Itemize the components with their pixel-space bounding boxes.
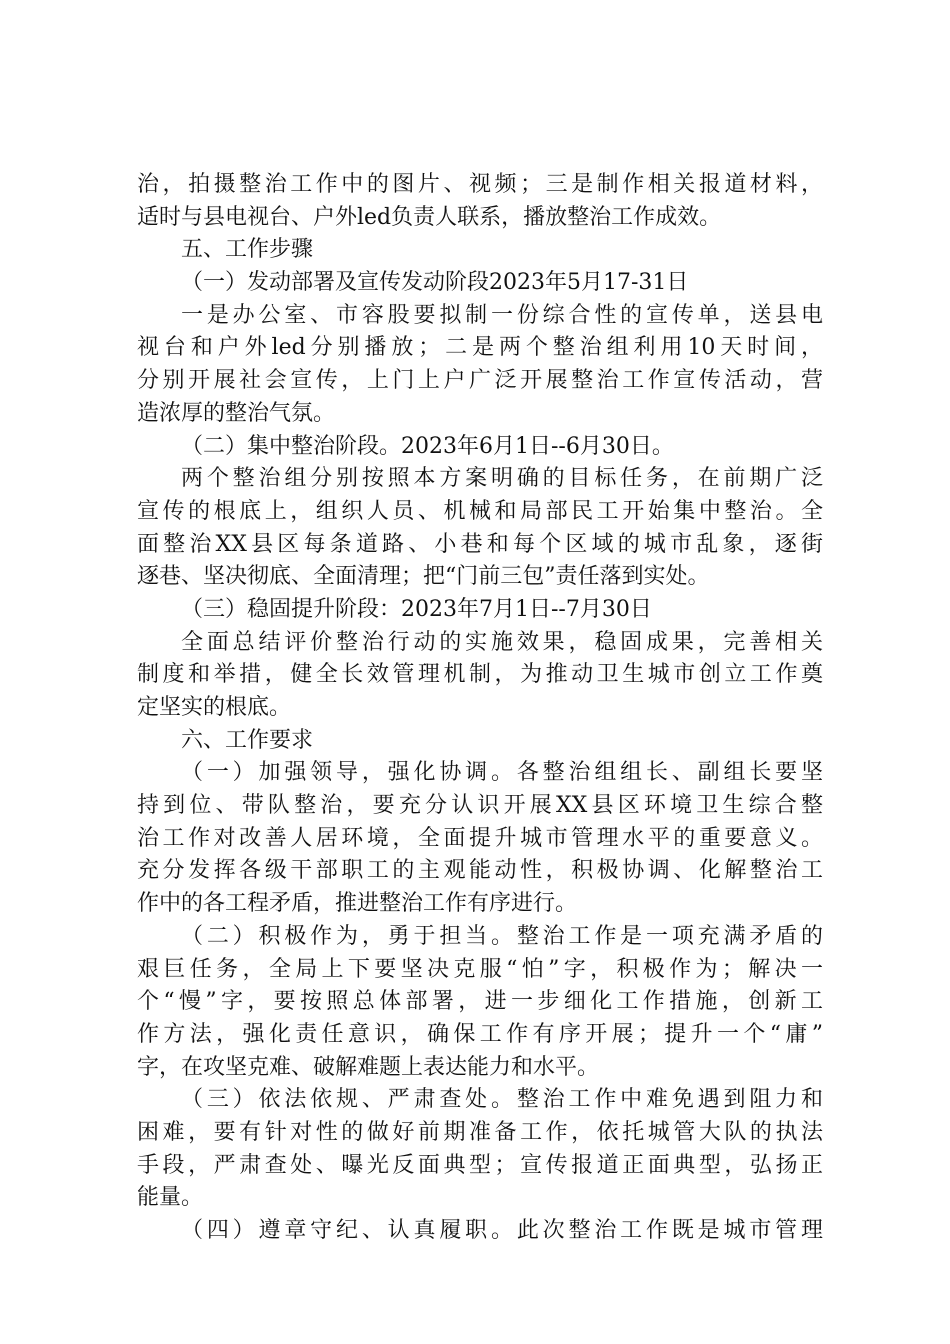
text-line: 困难，要有针对性的做好前期准备工作，依托城管大队的执法 xyxy=(137,1119,823,1145)
text-line: （一）加强领导，强化协调。各整治组组长、副组长要坚 xyxy=(181,760,823,786)
text-line: （一）发动部署及宣传发动阶段2023年5月17-31日 xyxy=(181,270,689,296)
paragraph xyxy=(137,627,823,725)
text-line: 作中的各工程矛盾，推进整治工作有序进行。 xyxy=(137,891,578,917)
text-line: 治，拍摄整治工作中的图片、视频；三是制作相关报道材料， xyxy=(137,172,823,197)
text-line: 作方法，强化责任意识，确保工作有序开展；提升一个“庸” xyxy=(137,1021,823,1047)
paragraph xyxy=(137,463,823,594)
text-line: （二）集中整治阶段。2023年6月1日--6月30日。 xyxy=(181,433,674,459)
paragraph xyxy=(137,921,823,1084)
document-body xyxy=(137,169,823,1248)
text-line: 五、工作步骤 xyxy=(181,237,314,263)
paragraph xyxy=(137,300,823,431)
text-line: 定坚实的根底。 xyxy=(137,695,292,720)
text-line: （二）积极作为，勇于担当。整治工作是一项充满矛盾的 xyxy=(181,923,823,949)
paragraph xyxy=(137,234,823,267)
paragraph xyxy=(137,1215,823,1248)
paragraph xyxy=(137,1084,823,1215)
text-line: 两个整治组分别按照本方案明确的目标任务，在前期广泛 xyxy=(181,466,823,492)
paragraph xyxy=(137,431,823,464)
text-line: （三）依法依规、严肃查处。整治工作中难免遇到阻力和 xyxy=(181,1087,823,1113)
paragraph xyxy=(137,757,823,920)
text-line: （三）稳固提升阶段：2023年7月1日--7月30日 xyxy=(181,596,652,622)
text-line: 一是办公室、市容股要拟制一份综合性的宣传单，送县电 xyxy=(181,302,823,328)
text-line: 宣传的根底上，组织人员、机械和局部民工开始集中整治。全 xyxy=(137,498,823,524)
text-line: 造浓厚的整治气氛。 xyxy=(137,400,336,426)
text-line: 能量。 xyxy=(137,1185,204,1211)
text-line: 充分发挥各级干部职工的主观能动性，积极协调、化解整治工 xyxy=(137,858,823,884)
text-line: 治工作对改善人居环境，全面提升城市管理水平的重要意义。 xyxy=(137,825,823,851)
paragraph xyxy=(137,169,823,234)
paragraph xyxy=(137,267,823,300)
text-line: 制度和举措，健全长效管理机制，为推动卫生城市创立工作奠 xyxy=(137,662,823,688)
text-line: 视台和户外led分别播放；二是两个整治组利用10天时间， xyxy=(137,335,823,361)
text-line: 手段，严肃查处、曝光反面典型；宣传报道正面典型，弘扬正 xyxy=(137,1152,823,1178)
text-line: 面整治XX县区每条道路、小巷和每个区域的城市乱象，逐街 xyxy=(137,531,823,557)
paragraph xyxy=(137,594,823,627)
text-line: 逐巷、坚决彻底、全面清理；把“门前三包”责任落到实处。 xyxy=(137,564,710,590)
text-line: 全面总结评价整治行动的实施效果，稳固成果，完善相关 xyxy=(181,629,823,655)
text-line: （四）遵章守纪、认真履职。此次整治工作既是城市管理 xyxy=(181,1218,823,1243)
text-line: 艰巨任务，全局上下要坚决克服“怕”字，积极作为；解决一 xyxy=(137,956,823,982)
text-line: 分别开展社会宣传，上门上户广泛开展整治工作宣传活动，营 xyxy=(137,368,823,394)
text-line: 六、工作要求 xyxy=(181,727,314,753)
text-line: 适时与县电视台、户外led负责人联系，播放整治工作成效。 xyxy=(137,204,722,230)
text-line: 持到位、带队整治，要充分认识开展XX县区环境卫生综合整 xyxy=(137,793,823,819)
text-line: 个“慢”字，要按照总体部署，进一步细化工作措施，创新工 xyxy=(137,989,823,1015)
text-line: 字，在攻坚克难、破解难题上表达能力和水平。 xyxy=(137,1054,600,1080)
paragraph xyxy=(137,725,823,758)
